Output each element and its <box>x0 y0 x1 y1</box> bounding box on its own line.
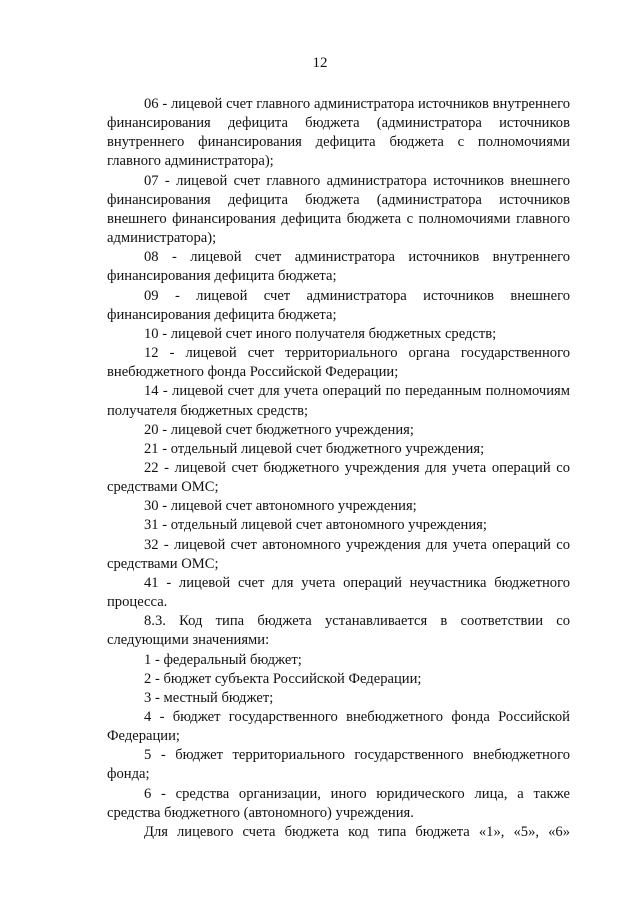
paragraph-account-31: 31 - отдельный лицевой счет автономного учреждения; <box>144 517 487 534</box>
paragraph-budget-type-3: 3 - местный бюджет; <box>144 689 274 706</box>
paragraph-account-20: 20 - лицевой счет бюджетного учреждения; <box>144 421 414 438</box>
paragraph-account-07: 07 - лицевой счет главного администратора источников внешнего финансирования дефицита бюджета (администратора источников внешнего финансирования дефицита бюджета с полномочиями главного администратора); <box>107 172 570 247</box>
paragraph-account-08: 08 - лицевой счет администратора источников внутреннего финансирования дефицита бюджета; <box>107 249 570 285</box>
paragraph-account-09: 09 - лицевой счет администратора источников внешнего финансирования дефицита бюджета; <box>107 287 570 323</box>
paragraph-budget-type-5: 5 - бюджет территориального государственного внебюджетного фонда; <box>107 747 570 783</box>
paragraph-account-12: 12 - лицевой счет территориального органа государственного внебюджетного фонда Российской Федерации; <box>107 345 570 381</box>
paragraph-account-10: 10 - лицевой счет иного получателя бюджетных средств; <box>144 325 497 342</box>
paragraph-budget-type-1: 1 - федеральный бюджет; <box>144 651 302 668</box>
paragraph-continued: Для лицевого счета бюджета код типа бюджета «1», «5», «6» <box>144 823 570 840</box>
paragraph-budget-type-2: 2 - бюджет субъекта Российской Федерации; <box>144 670 422 687</box>
paragraph-account-06: 06 - лицевой счет главного администратора источников внутреннего финансирования дефицита бюджета (администратора источников внутреннего финансирования дефицита бюджета с полномочиями главного администратора); <box>107 96 570 170</box>
page-number: 12 <box>312 55 328 71</box>
paragraph-budget-type-6: 6 - средства организации, иного юридического лица, а также средства бюджетного (автономного) учреждения. <box>107 785 570 821</box>
paragraph-account-21: 21 - отдельный лицевой счет бюджетного учреждения; <box>144 440 485 457</box>
paragraph-account-14: 14 - лицевой счет для учета операций по переданным полномочиям получателя бюджетных средств; <box>107 383 570 419</box>
paragraph-budget-type-4: 4 - бюджет государственного внебюджетного фонда Российской Федерации; <box>107 709 570 745</box>
paragraph-account-32: 32 - лицевой счет автономного учреждения для учета операций со средствами ОМС; <box>107 536 570 572</box>
paragraph-account-30: 30 - лицевой счет автономного учреждения; <box>144 498 417 515</box>
document-body <box>107 95 570 842</box>
paragraph-account-41: 41 - лицевой счет для учета операций неучастника бюджетного процесса. <box>107 574 570 611</box>
paragraph-account-22: 22 - лицевой счет бюджетного учреждения для учета операций со средствами ОМС; <box>107 459 570 496</box>
paragraph-section-8-3: 8.3. Код типа бюджета устанавливается в соответствии со следующими значениями: <box>107 613 570 649</box>
